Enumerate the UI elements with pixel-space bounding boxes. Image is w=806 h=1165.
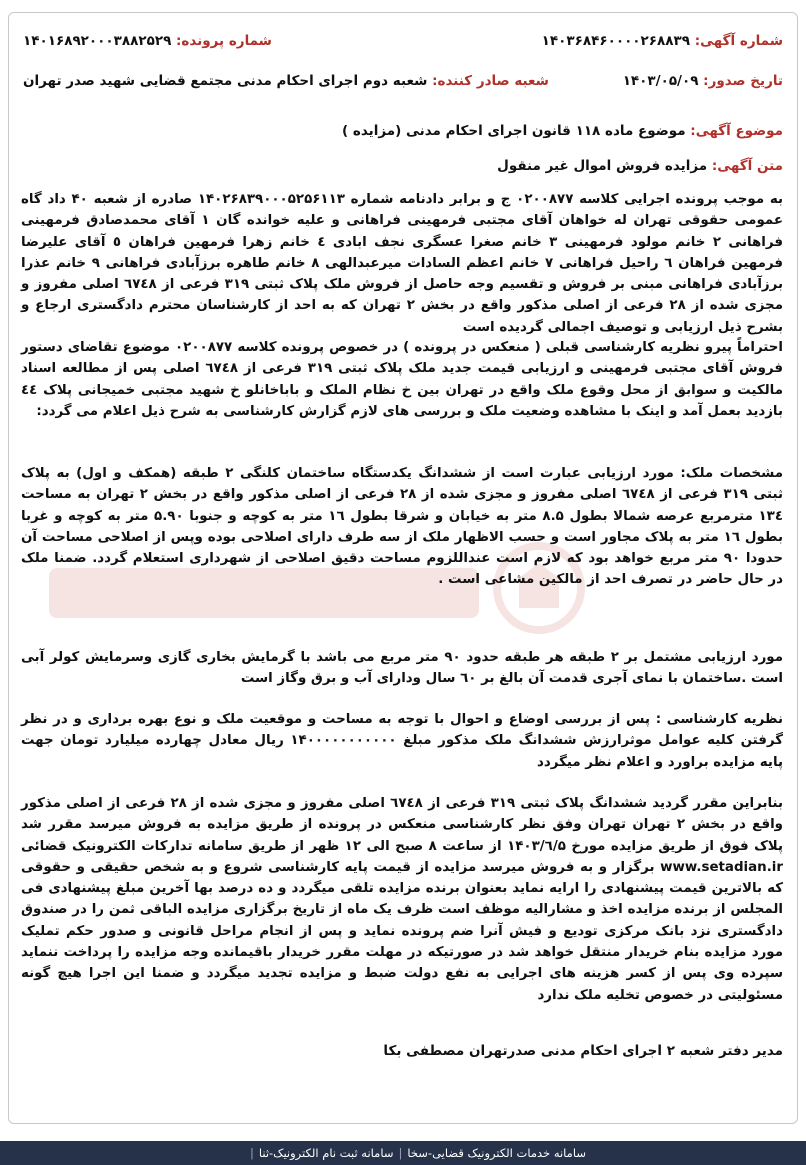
footer-separator-end: |: [249, 1146, 254, 1160]
footer-bar: [0, 1141, 806, 1165]
ad-number-value: ۱۴۰۳۶۸۴۶۰۰۰۰۲۶۸۸۳۹: [541, 33, 690, 49]
paragraph-expert-intro: احتراماً پیرو نظریه کارشناسی قبلی ( منعکس در پرونده ) در خصوص پرونده کلاسه ۰۲۰۰۸۷۷ موضوع تقاضای دستور فروش آقای مجتبی فرمهینی و ارزیابی قیمت جدید ملک پلاک ثبتی ۳۱۹ فرعی از ٦۷٤۸ اصلی پس از مطالعه اسناد مالکیت و سوابق از محل وقوع ملک واقع در تهران بین خ نظام الملک و باباخانلو خ شهید مجتبی خمیجانی پلاک ٤٤ بازدید بعمل آمد و اینک با مشاهده وضعیت ملک و بررسی های لازم گزارش کارشناسی به شرح ذیل اعلام می گردد:: [21, 340, 783, 419]
issue-date-label: تاریخ صدور:: [703, 73, 783, 89]
paragraph-valuation: نظریه کارشناسی : پس از بررسی اوضاع و احوال با توجه به مساحت و موقعیت ملک و نوع بهره برداری و در نظر گرفتن کلیه عوامل موثرارزش ششدانگ ملک مذکور مبلغ ۱۴۰۰۰۰۰۰۰۰۰۰۰ ریال معادل چهارده میلیارد تومان جهت پایه مزایده براورد و اعلام نظر میگردد: [21, 712, 783, 770]
header-row-2: [23, 73, 783, 97]
ad-number-label: شماره آگهی:: [694, 33, 783, 49]
case-number-label: شماره پرونده:: [176, 33, 272, 49]
paragraph-case: به موجب پرونده اجرایی کلاسه ۰۲۰۰۸۷۷ ج و برابر دادنامه شماره ۱۴۰۲۶۸۳۹۰۰۰۵۲۵۶۱۱۳ صادره از شعبه ۴۰ داد گاه عمومی حقوقی تهران له خواهان آقای مجتبی فرمهینی فراهانی و علیه خوانده گان ۱ آقای محمدصادق فرمهینی فراهانی ۲ خانم مولود فرمهینی ۳ خانم صغرا عسگری نجف ابادی ٤ خانم زهرا فرمهین فراهان ٥ آقای علیرضا فرمهین فراهان ٦ راحیل فراهانی ۷ خانم اعظم السادات میرعبدالهی ۸ خانم طاهره برزآبادی فراهانی ۹ خانم عذرا برزآبادی فراهانی مبنی بر فروش و تقسیم وجه حاصل از فروش ملک پلاک ثبتی ۳۱۹ فرعی از ٦۷٤۸ اصلی مفروز و مجزی شده از ۲۸ فرعی از اصلی مذکور واقع در بخش ۲ تهران که به احد از کارشناسان محترم دادگستری ارجاع و بشرح ذیل ارزیابی و توصیف اجمالی گردیده است: [21, 192, 783, 335]
subject-value: موضوع ماده ۱۱۸ قانون اجرای احکام مدنی (مزایده ): [342, 123, 686, 139]
issuer-label: شعبه صادر کننده:: [432, 73, 549, 89]
header-row-1: [23, 33, 783, 57]
sakha-link[interactable]: سامانه خدمات الکترونیک قضایی-سخا: [407, 1146, 586, 1160]
sana-link[interactable]: سامانه ثبت نام الکترونیک-ثنا: [258, 1146, 394, 1160]
ad-number: [542, 33, 783, 49]
footer-links: [245, 1141, 586, 1165]
paragraph-building: مورد ارزیابی مشتمل بر ۲ طبقه هر طبقه حدود ۹۰ متر مربع می باشد با گرمایش بخاری گازی وسرمایش کولر آبی است .ساختمان با نمای آجری قدمت آن بالغ بر ٦۰ سال ودارای آب و برق وگاز است: [21, 650, 783, 687]
footer-separator: |: [398, 1146, 403, 1160]
subject: [342, 123, 783, 139]
issue-date: [623, 73, 783, 89]
case-number: [23, 33, 272, 49]
subject-label: موضوع آگهی:: [690, 123, 783, 139]
paragraph-property-specs: مشخصات ملک: مورد ارزیابی عبارت است از ششدانگ یکدستگاه ساختمان کلنگی ۲ طبقه (همکف و اول) به پلاک ثبتی ۳۱۹ فرعی از ٦۷٤۸ اصلی مفروز و مجزی شده از ۲۸ فرعی از اصلی مذکور واقع در بخش ۲ تهران به مساحت ۱۳٤ مترمربع عرصه شمالا بطول ۸.۵ متر به خیابان و شرقا بطول ۱٦ متر به کوچه و جنوبا ۵.۹۰ متر به کوچه و غربا بطول ۱٦ متر به پلاک مجاور است و حسب الاظهار ملک از سه طرف دارای اصلاحی بوده وپس از اصلاحی مساحت آن حدودا ۹۰ متر مربع خواهد بود که لازم است عنداللزوم مساحت دقیق اصلاحی از شهرداری استعلام گردد. ضمنا ملک در حال حاضر در تصرف احد از مالکین مشاعی است .: [21, 466, 784, 588]
issue-date-value: ۱۴۰۳/۰۵/۰۹: [622, 73, 699, 89]
text-heading-value: مزایده فروش اموال غیر منقول: [497, 158, 708, 174]
case-number-value: ۱۴۰۱۶۸۹۲۰۰۰۳۸۸۲۵۲۹: [23, 33, 172, 49]
issuer: [23, 73, 549, 89]
signature: مدیر دفتر شعبه ۲ اجرای احکام مدنی صدرتهران مصطفی بکا: [383, 1043, 783, 1059]
text-heading: [497, 158, 783, 174]
issuer-value: شعبه دوم اجرای احکام مدنی مجتمع قضایی شهید صدر تهران: [23, 73, 428, 89]
text-heading-label: متن آگهی:: [711, 158, 783, 174]
announcement-sheet: [8, 12, 798, 1124]
paragraph-auction-terms: بنابراین مقرر گردید ششدانگ پلاک ثبتی ۳۱۹ فرعی از ٦۷٤۸ اصلی مفروز و مجزی شده از ۲۸ فرعی از اصلی مذکور واقع در بخش ۲ تهران تهران وفق نظر کارشناسی منعکس در پرونده از طریق مزایده به فروش میرسد مقرر شد پلاک فوق از طریق مزایده مورخ ۱۴۰۳/٦/۵ از ساعت ۸ صبح الی ۱۲ ظهر از طریق سامانه تدارکات الکترونیک قضائی www.setadian.ir برگزار و به فروش میرسد مزایده از قیمت پایه کارشناسی شروع و به شخص حقیقی و حقوقی که بالاترین قیمت پیشنهادی را ارایه نماید بعنوان برنده مزایده تلقی میگردد و ده درصد بها آخرین مبلغ پیشنهادی فی المجلس از برنده مزایده اخذ و مشارالیه موظف است ظرف یک ماه از تاریخ برگزاری مزایده الباقی ثمن را در صندوق دادگستری نزد بانک مرکزی تودیع و فیش آنرا ضم پرونده نماید و پس از انجام مراحل قانونی و صدور حکم تملیک مورد مزایده بنام خریدار منتقل خواهد شد در صورتیکه در مهلت مقرر خریدار باقیمانده وجه مزایده را پرداخت ننماید سپرده وی پس از کسر هزینه های اجرایی به نفع دولت ضبط و مزایده تجدید میگردد و ضمنا این اجرا هیچ گونه مسئولیتی در خصوص تخلیه ملک ندارد: [21, 796, 784, 1003]
